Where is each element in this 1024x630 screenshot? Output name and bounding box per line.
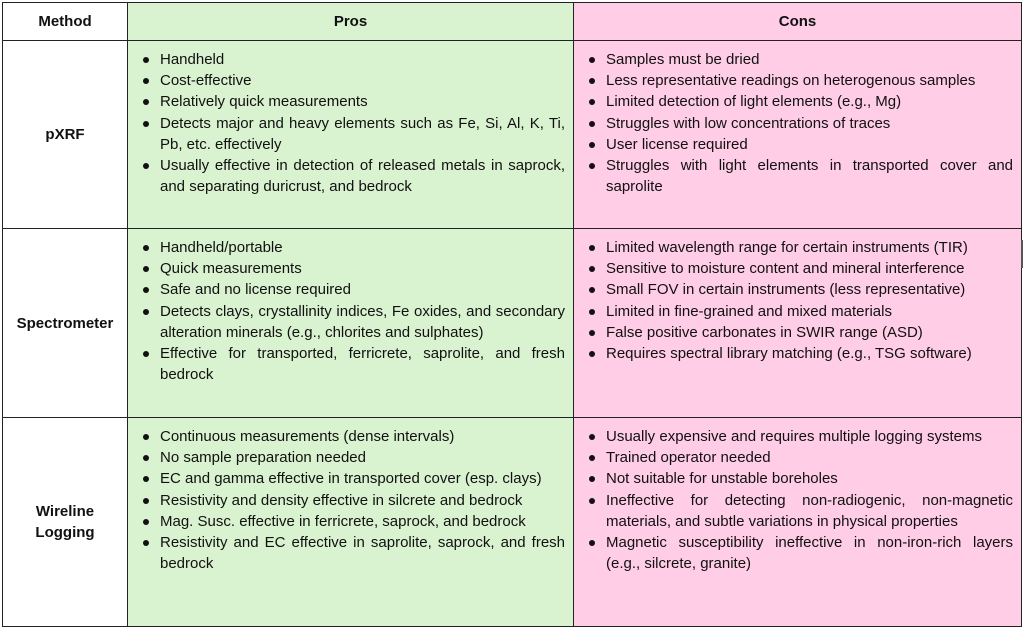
list-item: Ineffective for detecting non-radiogenic, non-magnetic materials, and subtle variations in physical properties [606,490,1013,532]
list-item: Handheld/portable [160,237,565,258]
list-item: Sensitive to moisture content and mineral interference [606,258,1013,279]
pros-list [128,418,573,574]
list-item: Usually expensive and requires multiple logging systems [606,426,1013,447]
list-item: Trained operator needed [606,447,1013,468]
cons-list [574,229,1021,364]
cons-cell [574,41,1022,229]
cons-cell [574,229,1022,418]
header-cons: Cons [574,3,1022,41]
list-item: Relatively quick measurements [160,91,565,112]
list-item: False positive carbonates in SWIR range (ASD) [606,322,1013,343]
list-item: Less representative readings on heterogenous samples [606,70,1013,91]
list-item: Detects major and heavy elements such as Fe, Si, Al, K, Ti, Pb, etc. effectively [160,113,565,155]
list-item: Safe and no license required [160,279,565,300]
list-item: Small FOV in certain instruments (less representative) [606,279,1013,300]
header-method: Method [3,3,128,41]
list-item: Handheld [160,49,565,70]
list-item: Magnetic susceptibility ineffective in non-iron-rich layers (e.g., silcrete, granite) [606,532,1013,574]
edge-marker [1021,240,1023,268]
list-item: Quick measurements [160,258,565,279]
list-item: Mag. Susc. effective in ferricrete, saprock, and bedrock [160,511,565,532]
list-item: Not suitable for unstable boreholes [606,468,1013,489]
pros-cell [128,229,574,418]
list-item: Struggles with light elements in transported cover and saprolite [606,155,1013,197]
list-item: Samples must be dried [606,49,1013,70]
method-cell: Spectrometer [3,229,128,418]
list-item: User license required [606,134,1013,155]
pros-cell [128,41,574,229]
header-pros: Pros [128,3,574,41]
list-item: Struggles with low concentrations of traces [606,113,1013,134]
method-cell: pXRF [3,41,128,229]
list-item: Limited wavelength range for certain instruments (TIR) [606,237,1013,258]
method-cell [3,418,128,627]
list-item: Usually effective in detection of released metals in saprock, and separating duricrust, and bedrock [160,155,565,197]
list-item: Effective for transported, ferricrete, saprolite, and fresh bedrock [160,343,565,385]
table-row-spectrometer [3,229,1022,418]
list-item: Resistivity and EC effective in saprolite, saprock, and fresh bedrock [160,532,565,574]
table-row-wireline-logging [3,418,1022,627]
list-item: Continuous measurements (dense intervals) [160,426,565,447]
list-item: No sample preparation needed [160,447,565,468]
list-item: Requires spectral library matching (e.g., TSG software) [606,343,1013,364]
list-item: EC and gamma effective in transported cover (esp. clays) [160,468,565,489]
list-item: Resistivity and density effective in silcrete and bedrock [160,490,565,511]
pros-list [128,229,573,385]
pros-list [128,41,573,197]
list-item: Detects clays, crystallinity indices, Fe oxides, and secondary alteration minerals (e.g., chlorites and sulphates) [160,301,565,343]
list-item: Limited in fine-grained and mixed materials [606,301,1013,322]
method-line-1: Wireline [35,503,95,520]
cons-list [574,41,1021,197]
method-line-2: Logging [35,524,95,541]
cons-list [574,418,1021,574]
header-row [3,3,1022,41]
pros-cell [128,418,574,627]
list-item: Cost-effective [160,70,565,91]
cons-cell [574,418,1022,627]
list-item: Limited detection of light elements (e.g., Mg) [606,91,1013,112]
table-row-pxrf [3,41,1022,229]
comparison-table [2,2,1022,627]
